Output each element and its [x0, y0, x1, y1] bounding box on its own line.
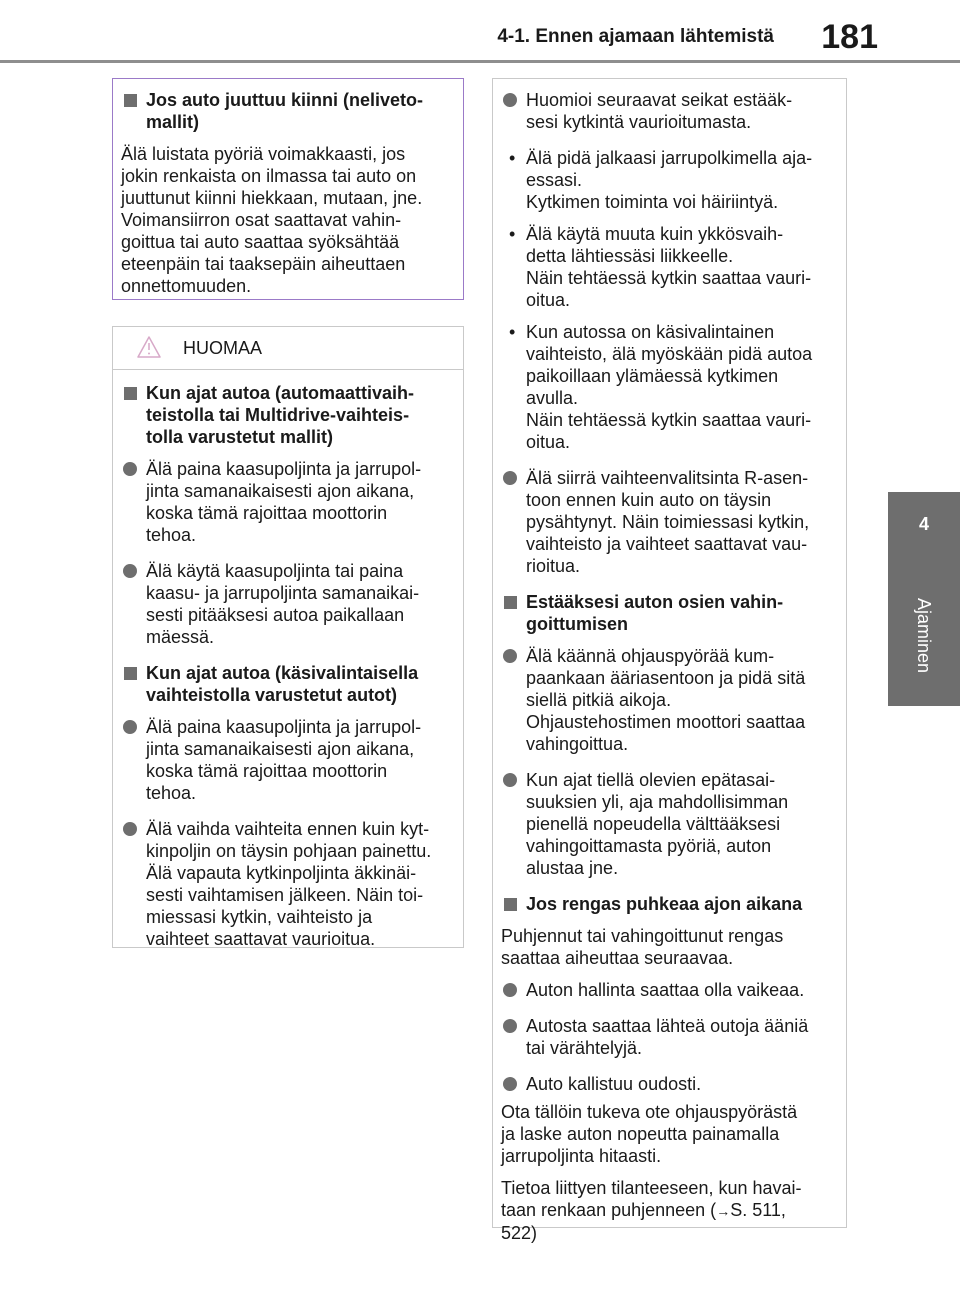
square-bullet-icon	[124, 94, 137, 107]
notice-heading-automatic: Kun ajat autoa (automaattivaih- teistolla tai Multidrive-vaihteis- tolla varustetut mallit)	[121, 382, 453, 448]
flat-tire-advice: Ota tällöin tukeva ote ohjauspyörästä ja laske auton nopeutta painamalla jarrupoljinta hitaasti.	[501, 1102, 798, 1166]
round-bullet-icon	[503, 93, 517, 107]
dot-bullet-icon: •	[509, 322, 516, 342]
notice-heading-manual: Kun ajat autoa (käsivalintaisella vaihteistolla varustetut autot)	[121, 662, 453, 706]
list-item: Älä käytä kaasupoljinta tai paina kaasu- ja jarrupoljinta samanaikai- sesti pitääksesi autoa paikallaan mäessä.	[121, 560, 453, 648]
round-bullet-icon	[123, 720, 137, 734]
list-item: Älä vaihda vaihteita ennen kuin kyt- kinpoljin on täysin pohjaan painettu. Älä vapauta kytkinpoljinta äkkinäi- sesti vaihtamisen jälkeen. Näin toi- miessasi kytkin, vaihteisto ja vaihteet saattavat vaurioitua.	[121, 818, 453, 950]
round-bullet-icon	[503, 1019, 517, 1033]
dot-bullet-icon: •	[509, 224, 516, 244]
sub-list-item: • Älä käytä muuta kuin ykkösvaih- detta lähtiessäsi liikkeelle. Näin tehtäessä kytkin saattaa vauri- oitua.	[509, 224, 812, 310]
square-bullet-icon	[504, 596, 517, 609]
list-item: Autosta saattaa lähteä outoja ääniä tai värähtelyjä.	[501, 1015, 836, 1059]
list-item: Älä paina kaasupoljinta ja jarrupol- jinta samanaikaisesti ajon aikana, koska tämä rajoittaa moottorin tehoa.	[121, 458, 453, 546]
round-bullet-icon	[503, 773, 517, 787]
damage-prevention-heading: Estääksesi auton osien vahin- goittumisen	[501, 591, 836, 635]
page-reference-link[interactable]: S. 511,	[730, 1200, 786, 1220]
square-bullet-icon	[124, 387, 137, 400]
warning-triangle-icon	[137, 336, 161, 358]
square-bullet-icon	[504, 898, 517, 911]
chapter-label-wrap	[888, 570, 960, 700]
dot-bullet-icon: •	[509, 148, 516, 168]
list-item: Älä paina kaasupoljinta ja jarrupol- jinta samanaikaisesti ajon aikana, koska tämä rajoittaa moottorin tehoa.	[121, 716, 453, 804]
list-item: Älä käännä ohjauspyörää kum- paankaan ääriasentoon ja pidä sitä siellä pitkiä aikoja. Ohjaustehostimen moottori saattaa vahingoittua.	[501, 645, 836, 755]
stuck-vehicle-box	[112, 78, 464, 300]
flat-tire-reference: Tietoa liittyen tilanteeseen, kun havai- taan renkaan puhjenneen (→S. 511, 522)	[501, 1178, 802, 1243]
round-bullet-icon	[123, 822, 137, 836]
round-bullet-icon	[503, 983, 517, 997]
square-bullet-icon	[124, 667, 137, 680]
sub-list-item: • Älä pidä jalkaasi jarrupolkimella aja- essasi. Kytkimen toiminta voi häiriintyä.	[509, 148, 813, 212]
list-item: Auto kallistuu oudosti.	[501, 1073, 836, 1095]
header-divider	[0, 60, 960, 63]
notice-header	[113, 327, 463, 370]
list-item: Kun ajat tiellä olevien epätasai- suuksien yli, aja mahdollisimman pienellä nopeudella välttääksesi vahingoittamasta pyöriä, auton alustaa jne.	[501, 769, 836, 879]
chapter-number: 4	[918, 514, 929, 534]
notice-box	[112, 326, 464, 948]
page-number: 181	[821, 18, 878, 56]
list-item: Älä siirrä vaihteenvalitsinta R-asen- toon ennen kuin auto on täysin pysähtynyt. Näin toimiessasi kytkin, vaihteisto ja vaihteet saattavat vau- rioitua.	[501, 467, 836, 577]
list-item: Huomioi seuraavat seikat estääk- sesi kytkintä vaurioitumasta.	[501, 89, 836, 133]
round-bullet-icon	[503, 1077, 517, 1091]
sub-list-item: • Kun autossa on käsivalintainen vaihteisto, älä myöskään pidä autoa paikoillaan ylämäessä kytkimen avulla. Näin tehtäessä kytkin saattaa vauri- oitua.	[509, 322, 813, 452]
chapter-label: Ajaminen	[914, 597, 935, 673]
round-bullet-icon	[503, 471, 517, 485]
stuck-heading: Jos auto juuttuu kiinni (neliveto- mallit)	[121, 89, 453, 133]
page-header	[0, 0, 960, 60]
flat-tire-heading: Jos rengas puhkeaa ajon aikana	[501, 893, 836, 915]
section-title: 4-1. Ennen ajamaan lähtemistä	[497, 26, 774, 47]
round-bullet-icon	[123, 564, 137, 578]
stuck-paragraph: Älä luistata pyöriä voimakkaasti, jos jokin renkaista on ilmassa tai auto on juuttunut kiinni hiekkaan, mutaan, jne. Voimansiirron osat saattavat vahin- goittua tai auto saattaa syöksähtää eteenpäin tai taaksepäin aiheuttaen onnettomuuden.	[121, 144, 423, 296]
round-bullet-icon	[503, 649, 517, 663]
reference-arrow-icon: →	[716, 1203, 731, 1219]
notice-title: HUOMAA	[183, 338, 263, 358]
flat-tire-intro: Puhjennut tai vahingoittunut rengas saattaa aiheuttaa seuraavaa.	[501, 926, 784, 968]
right-notice-box	[492, 78, 847, 1243]
list-item: Auton hallinta saattaa olla vaikeaa.	[501, 979, 836, 1001]
round-bullet-icon	[123, 462, 137, 476]
